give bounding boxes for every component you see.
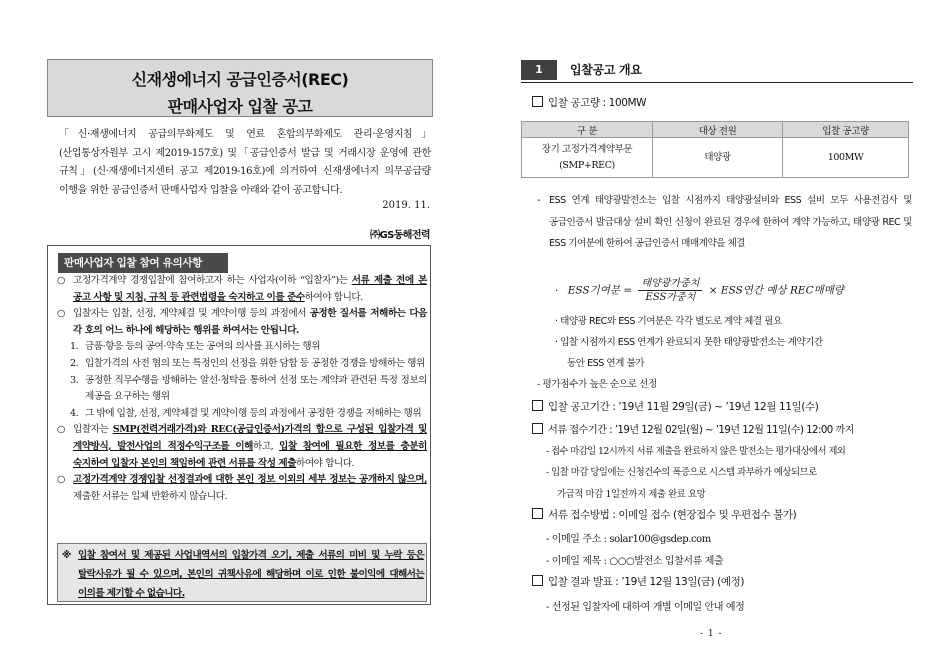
section-title: 입찰공고 개요: [570, 63, 642, 77]
bullet-circle-icon: ○: [57, 308, 65, 320]
intro-paragraph: [59, 126, 431, 200]
ess-contribution-formula: · ESS기여분 = $\frac{\text{태양광가중치}}{\text{ESS가중치}}$ × ESS연간 예상 REC매매량: [555, 278, 845, 303]
page-number: - 1 -: [700, 629, 723, 639]
document-title-line1: 신재생에너지 공급인증서(REC): [131, 70, 349, 89]
notice-subitem-3: 3. 공정한 직무수행을 방해하는 알선·청탁을 통하여 선정 또는 계약과 관련된 특정 정보의 제공을 요구하는 행위: [70, 374, 427, 403]
notice-subitem-2: 2. 입찰가격의 사전 협의 또는 특정인의 선정을 위한 담합 등 공정한 경쟁을 방해하는 행위: [70, 357, 425, 369]
document-title-line2: 판매사업자 입찰 공고: [167, 97, 313, 116]
note-separate-contract: · 태양광 REC와 ESS 기여분은 각각 별도로 계약 체결 필요: [555, 316, 782, 327]
formula-fraction: $\frac{\text{태양광가중치}}{\text{ESS가중치}}$: [638, 277, 702, 304]
company-name: ㈜GS동해전력: [370, 230, 430, 241]
checkbox-icon: [532, 400, 543, 411]
table-cell-amount: 100MW: [783, 138, 909, 178]
table-header-source: 대상 전원: [653, 122, 783, 138]
submission-method-line: 서류 접수방법 : 이메일 접수 (현장접수 및 우편접수 불가): [532, 507, 796, 522]
note-ess-link-line2: 동안 ESS 연계 불가: [567, 358, 644, 369]
document-period-line: 서류 접수기간 : ’19년 12월 02일(월) ~ ’19년 12월 11일(수) 12:00 까지: [532, 421, 854, 436]
bullet-circle-icon: ○: [57, 474, 65, 486]
bullet-circle-icon: ○: [57, 275, 65, 286]
result-notice: - 선정된 입찰자에 대하여 개별 이메일 안내 예정: [546, 602, 745, 613]
document-deadline-note: - 접수 마감일 12시까지 서류 제출을 완료하지 않은 발전소는 평가대상에서 제외: [546, 446, 846, 457]
notice-item-1: ○ 고정가격계약 경쟁입찰에 참여하고자 하는 사업자(이하 “입찰자”)는 서류 제출 전에 본 공고 사항 및 지침, 규칙 등 관련법령을 숙지하고 이를 준수하여야 합니다.: [57, 275, 427, 303]
intro-text: 「신·재생에너지 공급의무화제도 및 연료 혼합의무화제도 관리·운영지침」(산업통상자원부 고시 제2019-157호) 및「공급인증서 발급 및 거래시장 운영에 관한 규칙」(신·재생에너지센터 공고 제2019-16호)에 의거하여 신재생에너지 의무공급량 이행을 위한 공급인증서 판매사업자 입찰을 아래와 같이 공고합니다.: [59, 129, 431, 196]
bid-amount-line: 입찰 공고량 : 100MW: [532, 95, 646, 110]
section-divider: [521, 82, 913, 83]
table-header-amount: 입찰 공고량: [783, 122, 909, 138]
notice-subitem-1: 1. 금품·향응 등의 공여·약속 또는 공여의 의사를 표시하는 행위: [70, 341, 321, 353]
checkbox-icon: [532, 423, 543, 434]
table-cell-source: 태양광: [653, 138, 783, 178]
result-announcement-line: 입찰 결과 발표 : ’19년 12월 13일(금) (예정): [532, 574, 744, 589]
reference-mark-icon: ※: [62, 550, 71, 561]
notice-subitem-4: 4. 그 밖에 입찰, 선정, 계약체결 및 계약이행 등의 과정에서 공정한 경쟁을 저해하는 행위: [70, 407, 422, 419]
table-row: [522, 138, 909, 178]
section-number-badge: 1: [521, 60, 557, 80]
bullet-circle-icon: ○: [57, 424, 65, 436]
checkbox-icon: [532, 575, 543, 586]
table-header-category: 구 분: [522, 122, 653, 138]
ess-description: - ESS 연계 태양광발전소는 입찰 시점까지 태양광설비와 ESS 설비 모두 사용전검사 및 공급인증서 발급대상 설비 확인 신청이 완료된 경우에 한하여 계약 가능하고, 태양광 REC 및 ESS 기여분에 한하여 공급인증서 매매계약을 체결: [537, 195, 912, 249]
checkbox-icon: [532, 508, 543, 519]
notice-item-2: ○ 입찰자는 입찰, 선정, 계약체결 및 계약이행 등의 과정에서 공정한 질서를 저해하는 다음 각 호의 어느 하나에 해당하는 행위를 하여서는 안됩니다.: [57, 308, 427, 336]
checkbox-icon: [532, 96, 543, 107]
system-overload-note-line1: - 입찰 마감 당일에는 신청건수의 폭증으로 시스템 과부하가 예상되므로: [546, 467, 817, 478]
bid-amount-table: [521, 121, 909, 178]
email-subject: - 이메일 제목 : ○○○발전소 입찰서류 제출: [546, 556, 724, 567]
table-cell-category: 장기 고정가격계약부문 (SMP+REC): [522, 138, 653, 178]
evaluation-note: - 평가점수가 높은 순으로 선정: [537, 379, 657, 390]
document-title-box: [47, 59, 433, 117]
system-overload-note-line2: 가급적 마감 1일전까지 제출 완료 요망: [557, 489, 706, 500]
table-header-row: [522, 122, 909, 138]
warning-text: ※ 입찰 참여서 및 제공된 사업내역서의 입찰가격 오기, 제출 서류의 미비 및 누락 등은 탈락사유가 될 수 있으며, 본인의 귀책사유에 해당하며 이로 인한 불이익에 대해서는 이의를 제기할 수 없습니다.: [62, 546, 424, 603]
announcement-date: 2019. 11.: [382, 200, 430, 211]
notice-body: [57, 273, 427, 505]
email-address: - 이메일 주소 : solar100@gsdep.com: [546, 534, 711, 545]
note-ess-link-line1: · 입찰 시점까지 ESS 연계가 완료되지 못한 태양광발전소는 계약기간: [555, 337, 823, 348]
notice-header: 판매사업자 입찰 참여 유의사항: [58, 253, 228, 273]
notice-item-3: ○ 입찰자는 SMP(전력거래가격)와 REC(공급인증서)가격의 합으로 구성된 입찰가격 및 계약방식, 발전사업의 적정수익구조를 이해하고, 입찰 참여에 필요한 정보를 충분히 숙지하여 입찰자 본인의 책임하에 관련 서류를 작성 제출하여야 합니다.: [57, 424, 427, 469]
bid-period-line: 입찰 공고기간 : ’19년 11월 29일(금) ~ ’19년 12월 11일(수): [532, 399, 818, 414]
notice-item-4: ○ 고정가격계약 경쟁입찰 선정결과에 대한 본인 정보 이외의 세부 정보는 공개하지 않으며, 제출한 서류는 일체 반환하지 않습니다.: [57, 474, 427, 502]
